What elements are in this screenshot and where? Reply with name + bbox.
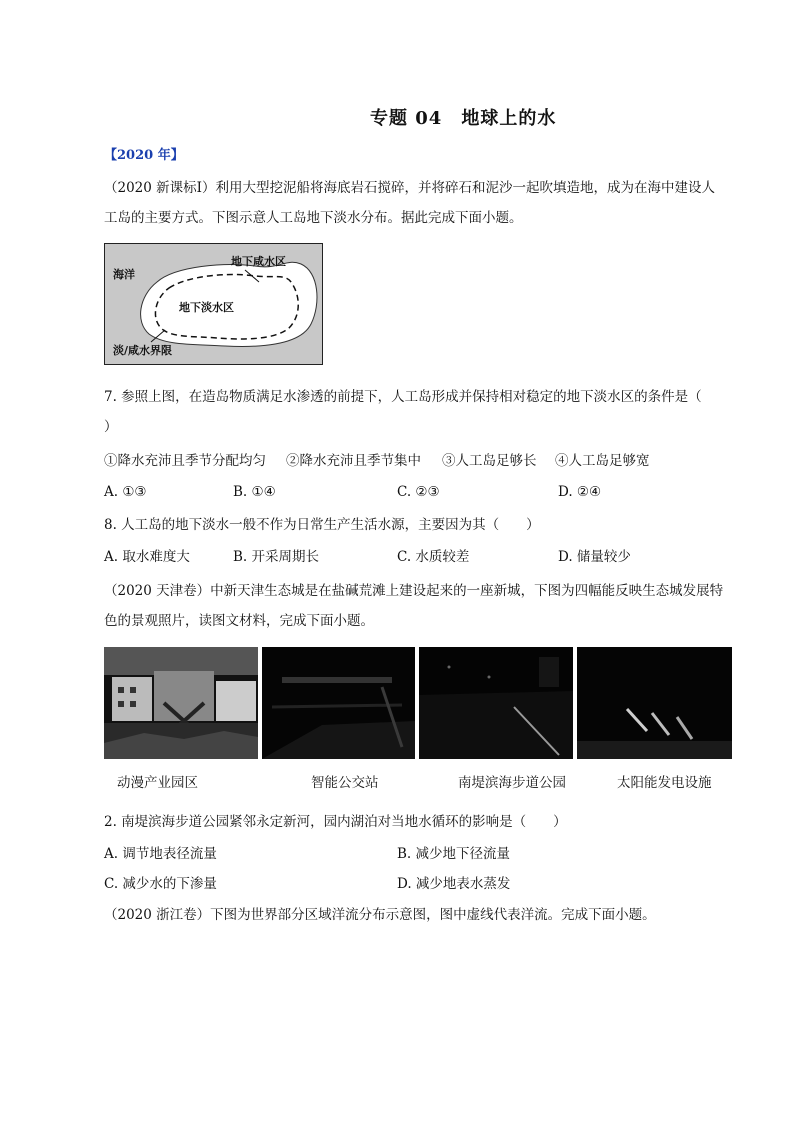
q7-condition-4: ④人工岛足够宽 — [555, 453, 650, 469]
q8-option-c: C. 水质较差 — [397, 549, 470, 565]
page-title: 专题 04 地球上的水 — [370, 108, 557, 129]
q7-stem: 7. 参照上图，在造岛物质满足水渗透的前提下，人工岛形成并保持相对稳定的地下淡水区的条件是（ — [104, 389, 702, 405]
q8-stem: 8. 人工岛的地下淡水一般不作为日常生产生活水源，主要因为其（ ） — [104, 517, 540, 533]
label-saltwater-zone: 地下咸水区 — [231, 255, 286, 268]
q7-condition-3: ③人工岛足够长 — [442, 453, 537, 469]
island-groundwater-diagram — [104, 243, 323, 365]
q2-option-a: A. 调节地表径流量 — [104, 846, 217, 862]
q8-option-d: D. 储量较少 — [558, 549, 631, 565]
caption-seaside-park: 南堤滨海步道公园 — [458, 775, 566, 791]
label-ocean: 海洋 — [113, 268, 135, 281]
label-freshwater-zone: 地下淡水区 — [179, 301, 234, 314]
q2-stem: 2. 南堤滨海步道公园紧邻永定新河，园内湖泊对当地水循环的影响是（ ） — [104, 814, 567, 830]
year-tag: 【2020 年】 — [104, 148, 184, 163]
intro-paragraph-2: （2020 天津卷）中新天津生态城是在盐碱荒滩上建设起来的一座新城，下图为四幅能反映生态城发展特色的景观照片，读图文材料，完成下面小题。 — [104, 583, 724, 629]
q2-option-c: C. 减少水的下渗量 — [104, 876, 217, 892]
q7-condition-1: ①降水充沛且季节分配均匀 — [104, 453, 266, 469]
q2-option-b: B. 减少地下径流量 — [397, 846, 511, 862]
q2-option-d: D. 减少地表水蒸发 — [397, 876, 511, 892]
caption-solar-facility: 太阳能发电设施 — [617, 775, 712, 791]
photo-solar-facility — [577, 647, 732, 759]
q7-option-d: D. ②④ — [558, 484, 602, 500]
intro-paragraph-3: （2020 浙江卷）下图为世界部分区域洋流分布示意图，图中虚线代表洋流。完成下面小题。 — [104, 907, 656, 923]
q8-option-b: B. 开采周期长 — [233, 549, 320, 565]
q7-option-a: A. ①③ — [104, 484, 147, 500]
caption-animation-park: 动漫产业园区 — [117, 775, 198, 791]
q8-option-a: A. 取水难度大 — [104, 549, 190, 565]
caption-smart-bus-station: 智能公交站 — [311, 775, 379, 791]
label-boundary: 淡/咸水界限 — [113, 344, 173, 357]
q7-option-b: B. ①④ — [233, 484, 276, 500]
q7-stem-end: ） — [104, 419, 118, 435]
q7-condition-2: ②降水充沛且季节集中 — [286, 453, 421, 469]
photo-smart-bus-station — [262, 647, 415, 759]
photo-animation-park — [104, 647, 258, 759]
photo-seaside-park — [419, 647, 573, 759]
intro-paragraph-1: （2020 新课标Ⅰ）利用大型挖泥船将海底岩石搅碎，并将碎石和泥沙一起吹填造地，成为在海中建设人工岛的主要方式。下图示意人工岛地下淡水分布。据此完成下面小题。 — [104, 180, 715, 226]
q7-option-c: C. ②③ — [397, 484, 440, 500]
